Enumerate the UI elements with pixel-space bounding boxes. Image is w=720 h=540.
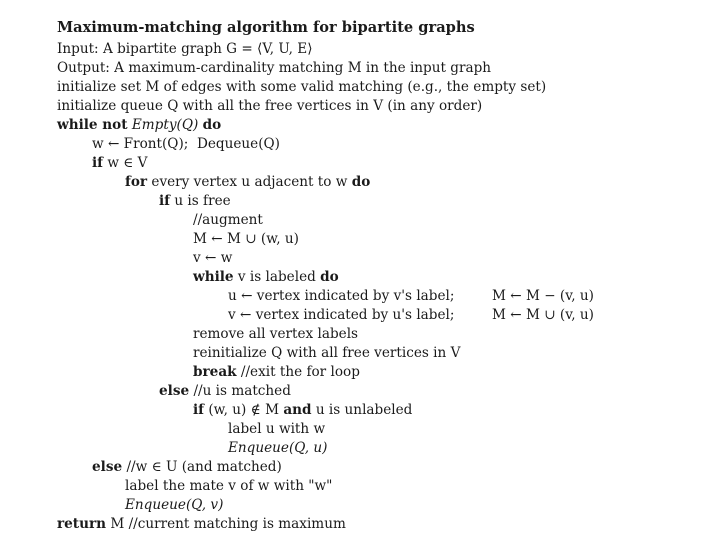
- v-label-line: v ← vertex indicated by u's label;: [228, 307, 455, 323]
- enqueue-u-line: Enqueue(Q, u): [228, 440, 328, 456]
- return-line: [57, 515, 346, 533]
- while-loop-line: [57, 116, 221, 134]
- condition: w ∈ V: [103, 155, 148, 171]
- add-edge-expr: M ← M ∪ (v, u): [492, 307, 594, 323]
- else-w-in-u-line: [92, 458, 282, 476]
- remove-labels-line: remove all vertex labels: [193, 326, 359, 342]
- if-w-in-v-line: [92, 154, 148, 172]
- keyword: else: [159, 383, 190, 399]
- augment-comment-line: //augment: [193, 212, 263, 228]
- label-u-line: label u with w: [228, 421, 326, 437]
- keyword: and: [283, 402, 312, 418]
- if-u-free-line: [159, 192, 231, 210]
- init-queue-line: initialize queue Q with all the free vertices in V (in any order): [57, 98, 483, 114]
- add-edge-line: M ← M ∪ (w, u): [193, 231, 299, 247]
- keyword: for: [125, 174, 148, 190]
- keyword: do: [351, 174, 371, 190]
- condition: (w, u) ∉ M: [204, 402, 284, 418]
- algorithm-title: Maximum-matching algorithm for bipartite graphs: [57, 19, 475, 36]
- comment: //w ∈ U (and matched): [122, 459, 282, 475]
- init-matching-line: initialize set M of edges with some valid matching (e.g., the empty set): [57, 79, 547, 95]
- condition: Empty(Q): [127, 117, 203, 133]
- if-unlabeled-line: [193, 401, 412, 419]
- keyword: break: [193, 364, 237, 380]
- condition: v is labeled: [233, 269, 321, 285]
- keyword: do: [320, 269, 339, 285]
- condition: u is unlabeled: [311, 402, 413, 418]
- else-matched-line: [159, 382, 291, 400]
- keyword: if: [92, 155, 104, 171]
- enqueue-v-line: Enqueue(Q, v): [125, 497, 224, 513]
- front-dequeue-line: w ← Front(Q); Dequeue(Q): [92, 136, 280, 152]
- inner-while-line: [193, 268, 339, 286]
- break-line: [193, 363, 360, 381]
- keyword: return: [57, 516, 107, 532]
- keyword: else: [92, 459, 123, 475]
- remove-edge-expr: M ← M − (v, u): [492, 288, 594, 304]
- keyword: do: [202, 117, 222, 133]
- keyword: while not: [57, 117, 128, 133]
- u-label-line: u ← vertex indicated by v's label;: [228, 288, 455, 304]
- assign-v-line: v ← w: [193, 250, 233, 266]
- input-line: Input: A bipartite graph G = ⟨V, U, E⟩: [57, 41, 313, 57]
- keyword: if: [193, 402, 205, 418]
- reinit-queue-line: reinitialize Q with all free vertices in V: [193, 345, 461, 361]
- condition: every vertex u adjacent to w: [147, 174, 352, 190]
- keyword: while: [193, 269, 234, 285]
- label-mate-line: label the mate v of w with "w": [125, 478, 333, 494]
- keyword: if: [159, 193, 171, 209]
- output-line: Output: A maximum-cardinality matching M in the input graph: [57, 60, 492, 76]
- condition: u is free: [170, 193, 231, 209]
- comment: M //current matching is maximum: [106, 516, 346, 532]
- comment: //exit the for loop: [236, 364, 360, 380]
- comment: //u is matched: [189, 383, 291, 399]
- for-loop-line: [125, 173, 370, 191]
